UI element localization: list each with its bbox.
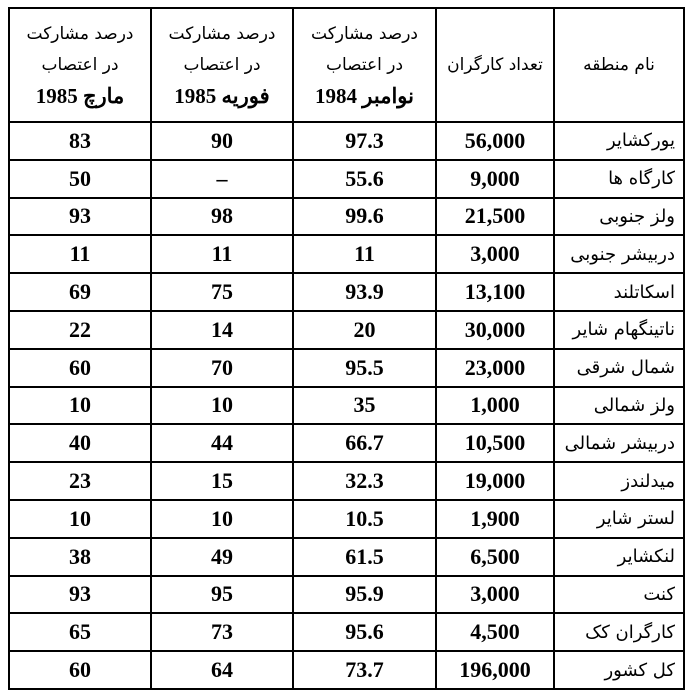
mar-1985-cell: 60 — [9, 651, 151, 689]
mar-1985-cell: 65 — [9, 613, 151, 651]
feb-1985-cell: 49 — [151, 538, 293, 576]
workers-cell: 1,000 — [436, 387, 554, 425]
workers-cell: 30,000 — [436, 311, 554, 349]
mar-1985-cell: 11 — [9, 235, 151, 273]
feb-1985-cell: 44 — [151, 424, 293, 462]
mar-1985-cell: 10 — [9, 387, 151, 425]
table-row — [9, 462, 684, 500]
feb-1985-cell: 64 — [151, 651, 293, 689]
feb-1985-cell: 15 — [151, 462, 293, 500]
region-cell: کنت — [554, 576, 684, 614]
header-nov-line3: نوامبر 1984 — [315, 83, 414, 108]
header-region-label: نام منطقه — [583, 54, 655, 75]
mar-1985-cell: 22 — [9, 311, 151, 349]
mar-1985-cell: 69 — [9, 273, 151, 311]
table-row — [9, 613, 684, 651]
table-row — [9, 311, 684, 349]
header-feb-line2: در اعتصاب — [183, 54, 261, 75]
table-row — [9, 349, 684, 387]
feb-1985-cell: 95 — [151, 576, 293, 614]
workers-cell: 196,000 — [436, 651, 554, 689]
table-row — [9, 198, 684, 236]
workers-cell: 1,900 — [436, 500, 554, 538]
nov-1984-cell: 97.3 — [293, 122, 436, 160]
nov-1984-cell: 20 — [293, 311, 436, 349]
region-cell: کارگاه ها — [554, 160, 684, 198]
workers-cell: 3,000 — [436, 235, 554, 273]
region-cell: دربیشر شمالی — [554, 424, 684, 462]
table-row — [9, 160, 684, 198]
nov-1984-cell: 10.5 — [293, 500, 436, 538]
header-mar-line1: درصد مشارکت — [26, 23, 134, 44]
table-row — [9, 273, 684, 311]
table-row — [9, 538, 684, 576]
header-row — [9, 8, 684, 122]
feb-1985-cell: 10 — [151, 387, 293, 425]
header-mar-line2: در اعتصاب — [41, 54, 119, 75]
nov-1984-cell: 73.7 — [293, 651, 436, 689]
mar-1985-cell: 83 — [9, 122, 151, 160]
region-cell: لستر شایر — [554, 500, 684, 538]
mar-1985-cell: 93 — [9, 576, 151, 614]
mar-1985-cell: 93 — [9, 198, 151, 236]
header-nov-line2: در اعتصاب — [325, 54, 404, 75]
table-header — [9, 8, 684, 122]
header-region — [554, 8, 684, 122]
table-row — [9, 576, 684, 614]
header-feb-line1: درصد مشارکت — [168, 23, 276, 44]
workers-cell: 3,000 — [436, 576, 554, 614]
workers-cell: 4,500 — [436, 613, 554, 651]
nov-1984-cell: 95.9 — [293, 576, 436, 614]
feb-1985-cell: 10 — [151, 500, 293, 538]
feb-1985-cell: 98 — [151, 198, 293, 236]
nov-1984-cell: 95.5 — [293, 349, 436, 387]
header-feb-1985 — [151, 8, 293, 122]
header-nov-line1: درصد مشارکت — [311, 23, 418, 44]
workers-cell: 10,500 — [436, 424, 554, 462]
header-workers-label: تعداد کارگران — [447, 54, 543, 75]
nov-1984-cell: 11 — [293, 235, 436, 273]
nov-1984-cell: 61.5 — [293, 538, 436, 576]
nov-1984-cell: 35 — [293, 387, 436, 425]
feb-1985-cell: 73 — [151, 613, 293, 651]
region-cell: دربیشر جنوبی — [554, 235, 684, 273]
region-cell: یورکشایر — [554, 122, 684, 160]
header-feb-line3: فوریه 1985 — [174, 83, 270, 108]
table-row — [9, 387, 684, 425]
workers-cell: 6,500 — [436, 538, 554, 576]
region-cell: کل کشور — [554, 651, 684, 689]
nov-1984-cell: 93.9 — [293, 273, 436, 311]
nov-1984-cell: 55.6 — [293, 160, 436, 198]
region-cell: میدلندز — [554, 462, 684, 500]
mar-1985-cell: 40 — [9, 424, 151, 462]
nov-1984-cell: 99.6 — [293, 198, 436, 236]
table-row — [9, 424, 684, 462]
feb-1985-cell: – — [151, 160, 293, 198]
workers-cell: 56,000 — [436, 122, 554, 160]
feb-1985-cell: 75 — [151, 273, 293, 311]
nov-1984-cell: 66.7 — [293, 424, 436, 462]
workers-cell: 21,500 — [436, 198, 554, 236]
header-mar-line3: مارچ 1985 — [35, 83, 125, 108]
table-body — [9, 122, 684, 689]
region-cell: شمال شرقی — [554, 349, 684, 387]
strike-participation-table — [8, 7, 685, 690]
region-cell: ناتینگهام شایر — [554, 311, 684, 349]
header-workers — [436, 8, 554, 122]
region-cell: کارگران کک — [554, 613, 684, 651]
mar-1985-cell: 23 — [9, 462, 151, 500]
table-row — [9, 500, 684, 538]
nov-1984-cell: 95.6 — [293, 613, 436, 651]
workers-cell: 9,000 — [436, 160, 554, 198]
feb-1985-cell: 70 — [151, 349, 293, 387]
feb-1985-cell: 11 — [151, 235, 293, 273]
region-cell: ولز شمالی — [554, 387, 684, 425]
region-cell: اسکاتلند — [554, 273, 684, 311]
mar-1985-cell: 60 — [9, 349, 151, 387]
feb-1985-cell: 14 — [151, 311, 293, 349]
mar-1985-cell: 50 — [9, 160, 151, 198]
workers-cell: 23,000 — [436, 349, 554, 387]
region-cell: لنکشایر — [554, 538, 684, 576]
header-nov-1984 — [293, 8, 436, 122]
region-cell: ولز جنوبی — [554, 198, 684, 236]
table-row — [9, 235, 684, 273]
strike-participation-table-container — [8, 7, 683, 690]
mar-1985-cell: 10 — [9, 500, 151, 538]
workers-cell: 13,100 — [436, 273, 554, 311]
table-row — [9, 122, 684, 160]
feb-1985-cell: 90 — [151, 122, 293, 160]
mar-1985-cell: 38 — [9, 538, 151, 576]
nov-1984-cell: 32.3 — [293, 462, 436, 500]
table-row-total — [9, 651, 684, 689]
header-mar-1985 — [9, 8, 151, 122]
workers-cell: 19,000 — [436, 462, 554, 500]
